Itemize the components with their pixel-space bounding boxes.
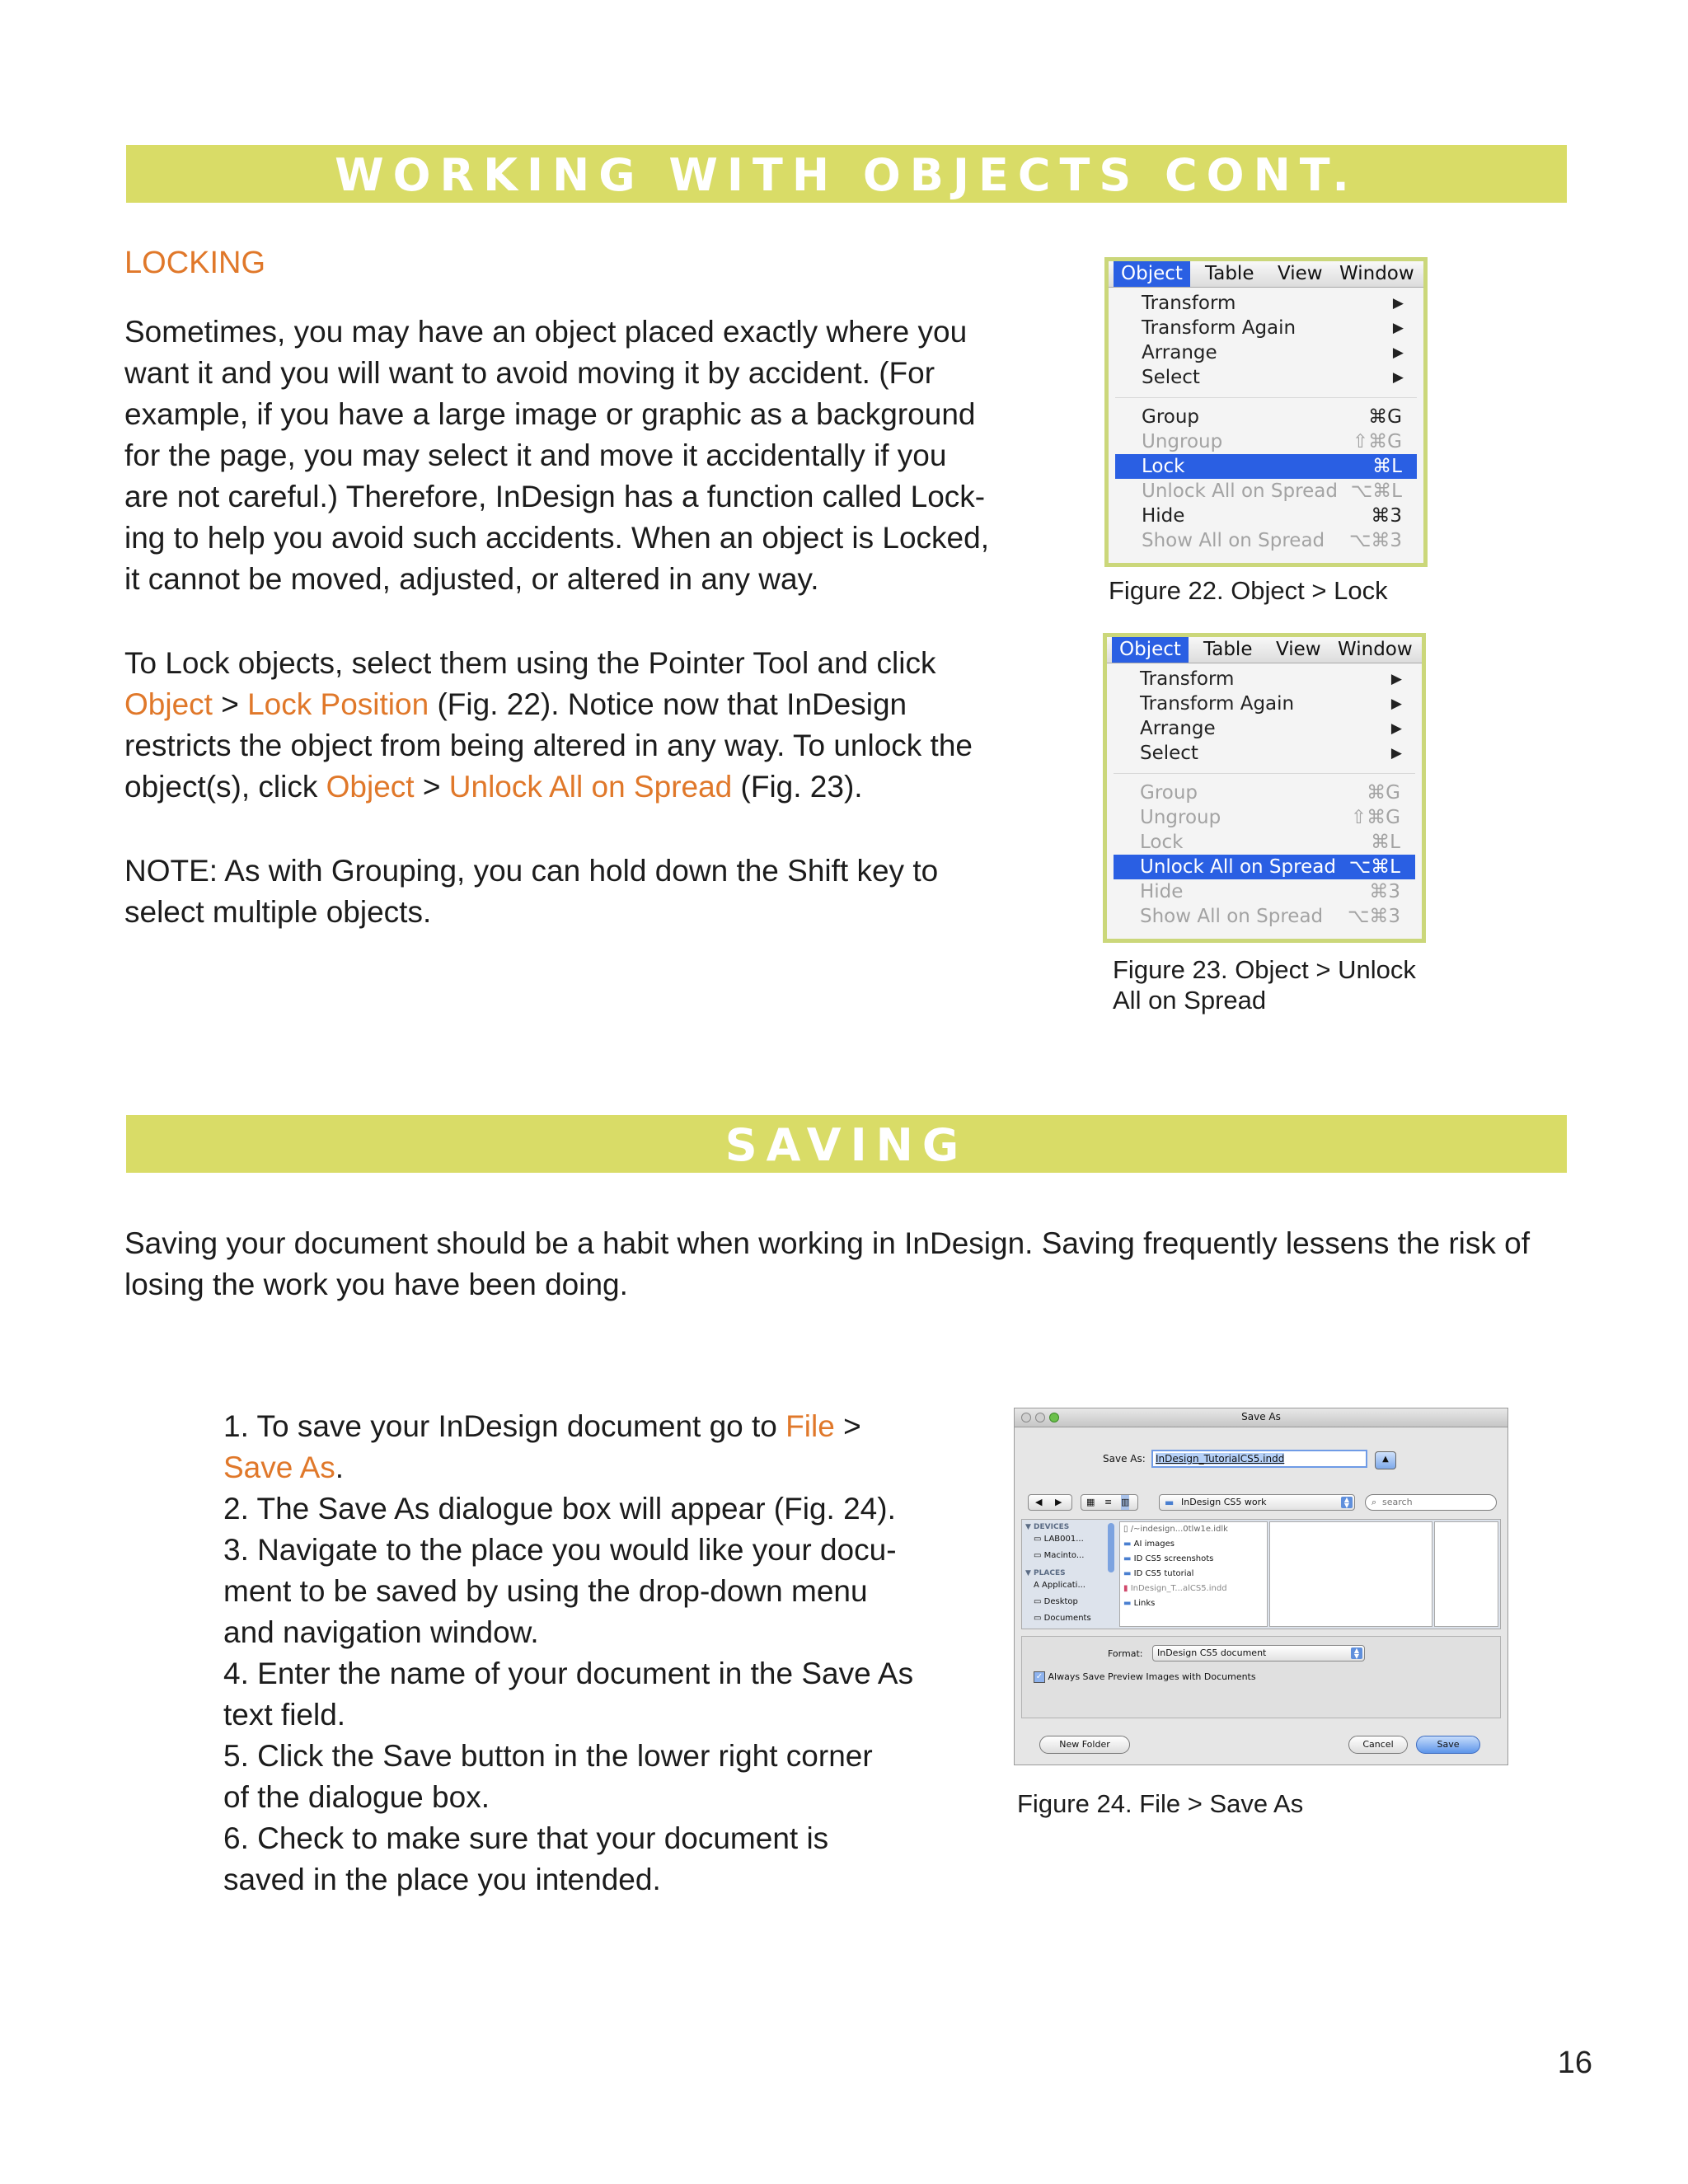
folder-icon: ▬ (1165, 1497, 1175, 1508)
menu-window[interactable]: Window (1339, 263, 1414, 284)
menu-view[interactable]: View (1276, 639, 1321, 660)
search-icon: ⌕ (1372, 1497, 1377, 1507)
cancel-button[interactable]: Cancel (1348, 1736, 1408, 1754)
caption-line: All on Spread (1113, 986, 1267, 1015)
save-as-value: InDesign_TutorialCS5.indd (1156, 1453, 1285, 1465)
view-mode-buttons[interactable] (1081, 1494, 1138, 1511)
preview-column (1434, 1521, 1498, 1627)
menu-item-select[interactable]: Select ▶ (1140, 743, 1402, 764)
text-line: select multiple objects. (124, 895, 432, 929)
text-line: Save As. (223, 1451, 345, 1484)
updown-arrows-icon: ▲ ▼ (1351, 1647, 1362, 1659)
places-heading: ▼ PLACES (1025, 1569, 1066, 1577)
file-list-column (1119, 1521, 1268, 1627)
indd-file-icon: ▮ (1123, 1584, 1131, 1593)
text-line: restricts the object from being altered in any way. To unlock the (124, 729, 973, 762)
locking-heading: LOCKING (124, 246, 266, 280)
text-line: 4. Enter the name of your document in the Save As (223, 1657, 914, 1690)
folder-icon: ▬ (1123, 1540, 1134, 1549)
unlock-all-ref: Unlock All on Spread (448, 770, 733, 804)
menu-separator (1115, 397, 1417, 398)
lock-position-ref: Lock Position (247, 687, 429, 721)
folder-icon: ▬ (1123, 1569, 1134, 1578)
menu-item-lock[interactable]: Lock ⌘L (1115, 454, 1417, 479)
sidebar-item-applications[interactable]: A Applicati... (1034, 1581, 1085, 1590)
caption-line: Figure 23. Object > Unlock (1113, 955, 1416, 984)
menu-item-unlock-all-on-spread: Unlock All on Spread ⌥⌘L (1142, 480, 1402, 502)
menu-item-unlock-all-on-spread[interactable]: Unlock All on Spread ⌥⌘L (1114, 855, 1415, 879)
object-menu (1109, 261, 1423, 563)
devices-heading: ▼ DEVICES (1025, 1523, 1070, 1531)
text-line: Sometimes, you may have an object placed exactly where you (124, 315, 968, 349)
text-line: want it and you will want to avoid moving it by accident. (For (124, 356, 935, 390)
text-line: of the dialogue box. (223, 1780, 490, 1814)
text-line: for the page, you may select it and move it accidentally if you (124, 438, 947, 472)
save-as-ref: Save As (223, 1451, 335, 1484)
section-banner-saving (126, 1115, 1567, 1173)
menu-item-group: Group ⌘G (1140, 782, 1400, 804)
menu-item-transform[interactable]: Transform ▶ (1140, 668, 1402, 690)
text-line: and navigation window. (223, 1615, 539, 1649)
file-browser (1021, 1519, 1501, 1629)
locking-paragraph (124, 312, 989, 600)
format-panel (1021, 1636, 1501, 1718)
icon-view-icon[interactable]: ▦ (1086, 1497, 1095, 1507)
file-item[interactable]: ▮ InDesign_T...alCS5.indd (1123, 1584, 1227, 1593)
computer-icon: ▭ (1034, 1535, 1044, 1544)
folder-name: InDesign CS5 work (1181, 1497, 1267, 1507)
folder-icon: ▬ (1123, 1599, 1134, 1608)
figure-22-caption: Figure 22. Object > Lock (1109, 576, 1388, 605)
menu-item-transform-again[interactable]: Transform Again ▶ (1142, 317, 1404, 339)
text-line: NOTE: As with Grouping, you can hold down the Shift key to (124, 854, 939, 888)
menu-item-show-all-on-spread: Show All on Spread ⌥⌘3 (1142, 530, 1402, 551)
sidebar-item-device[interactable]: ▭ Macinto... (1034, 1551, 1085, 1560)
text-line: ing to help you avoid such accidents. When an object is Locked, (124, 521, 989, 555)
menu-item-transform-again[interactable]: Transform Again ▶ (1140, 693, 1402, 715)
banner-title: WORKING WITH OBJECTS CONT. (335, 149, 1358, 201)
dialog-title: Save As (1241, 1411, 1281, 1422)
text-line: ment to be saved by using the drop-down menu (223, 1574, 868, 1608)
submenu-arrow-icon: ▶ (1390, 720, 1402, 737)
empty-column (1269, 1521, 1432, 1627)
text-line: text field. (223, 1698, 346, 1732)
page-number: 16 (1557, 2046, 1592, 2080)
menu-item-show-all-on-spread: Show All on Spread ⌥⌘3 (1140, 906, 1400, 927)
menu-bar (1107, 637, 1422, 663)
menu-item-arrange[interactable]: Arrange ▶ (1140, 718, 1402, 739)
menu-item-group[interactable]: Group ⌘G (1142, 406, 1402, 428)
text-line: Saving your document should be a habit when working in InDesign. Saving frequently lessens the risk of (124, 1226, 1531, 1260)
list-view-icon[interactable]: ≡ (1104, 1497, 1113, 1507)
folder-dropdown[interactable] (1159, 1494, 1355, 1511)
search-placeholder: search (1382, 1497, 1413, 1507)
folder-item[interactable]: ▬ ID CS5 screenshots (1123, 1554, 1214, 1563)
note-paragraph (124, 851, 938, 933)
save-as-dialog (1014, 1408, 1508, 1765)
figure-23-caption (1113, 954, 1416, 1015)
sidebar-item-device[interactable]: ▭ LAB001... (1034, 1535, 1084, 1544)
file-item[interactable]: ▯ /~indesign...0tlw1e.idlk (1123, 1525, 1228, 1534)
menu-item-select[interactable]: Select ▶ (1142, 367, 1404, 388)
text-line: 3. Navigate to the place you would like your docu- (223, 1533, 897, 1567)
object-menu-ref: Object (124, 687, 213, 721)
menu-item-lock: Lock ⌘L (1140, 832, 1400, 853)
triangle-up-icon: ▲ (1382, 1455, 1389, 1464)
saving-intro (124, 1223, 1530, 1305)
text-line: it cannot be moved, adjusted, or altered in any way. (124, 562, 819, 596)
figure-24-caption: Figure 24. File > Save As (1017, 1789, 1304, 1818)
expand-button[interactable] (1375, 1451, 1396, 1469)
submenu-arrow-icon: ▶ (1390, 696, 1402, 712)
submenu-arrow-icon: ▶ (1390, 745, 1402, 762)
sidebar-scrollbar[interactable] (1108, 1523, 1114, 1572)
save-as-label: Save As: (1103, 1453, 1146, 1465)
checkbox-label: Always Save Preview Images with Documents (1048, 1671, 1256, 1682)
folder-item[interactable]: ▬ AI images (1123, 1540, 1175, 1549)
menu-view[interactable]: View (1278, 263, 1323, 284)
submenu-arrow-icon: ▶ (1392, 369, 1404, 386)
applications-icon: A (1034, 1581, 1043, 1590)
back-arrow-icon[interactable]: ◀ (1035, 1497, 1043, 1507)
text-line: 6. Check to make sure that your document is (223, 1821, 829, 1855)
menu-bar (1109, 261, 1423, 288)
new-folder-button[interactable]: New Folder (1039, 1736, 1130, 1754)
dialog-title-bar (1015, 1408, 1507, 1427)
figure-23-object-menu (1103, 633, 1426, 943)
file-menu-ref: File (785, 1409, 835, 1443)
forward-arrow-icon[interactable]: ▶ (1055, 1497, 1062, 1507)
text-line: 5. Click the Save button in the lower right corner (223, 1739, 873, 1773)
menu-item-ungroup: Ungroup ⇧⌘G (1140, 807, 1400, 828)
documents-icon: ▭ (1034, 1614, 1044, 1623)
text-line: losing the work you have been doing. (124, 1268, 628, 1301)
submenu-arrow-icon: ▶ (1390, 671, 1402, 687)
menu-separator (1114, 773, 1415, 774)
sidebar-item-documents[interactable]: ▭ Documents (1034, 1614, 1091, 1623)
updown-arrows-icon: ▲ ▼ (1341, 1497, 1353, 1508)
menu-item-hide[interactable]: Hide ⌘3 (1142, 505, 1402, 527)
column-view-icon[interactable]: ▥ (1121, 1495, 1129, 1510)
save-button[interactable]: Save (1416, 1736, 1480, 1754)
desktop-icon: ▭ (1034, 1597, 1044, 1606)
section-banner-working-with-objects (126, 145, 1567, 203)
submenu-arrow-icon: ▶ (1392, 344, 1404, 361)
menu-table[interactable]: Table (1205, 263, 1254, 284)
saving-steps (223, 1406, 913, 1900)
text-line: 1. To save your InDesign document go to File > (223, 1409, 861, 1443)
menu-item-arrange[interactable]: Arrange ▶ (1142, 342, 1404, 363)
checkmark-icon: ✓ (1034, 1671, 1045, 1683)
text-line: 2. The Save As dialogue box will appear (Fig. 24). (223, 1492, 896, 1526)
banner-title: SAVING (724, 1119, 968, 1171)
lock-instructions-paragraph (124, 643, 973, 808)
format-label: Format: (1108, 1648, 1143, 1659)
search-field[interactable] (1365, 1494, 1497, 1511)
text-line: object(s), click Object > Unlock All on Spread (Fig. 23). (124, 770, 863, 804)
text-line: Object > Lock Position (Fig. 22). Notice now that InDesign (124, 687, 907, 721)
folder-icon: ▬ (1123, 1554, 1134, 1563)
text-line: are not careful.) Therefore, InDesign has a function called Lock- (124, 480, 986, 513)
text-line: To Lock objects, select them using the Pointer Tool and click (124, 646, 936, 680)
submenu-arrow-icon: ▶ (1392, 295, 1404, 312)
object-menu (1107, 637, 1422, 939)
document-icon: ▯ (1123, 1525, 1131, 1534)
folder-item[interactable]: ▬ Links (1123, 1599, 1156, 1608)
submenu-arrow-icon: ▶ (1392, 320, 1404, 336)
menu-item-ungroup: Ungroup ⇧⌘G (1142, 431, 1402, 452)
sidebar-item-desktop[interactable]: ▭ Desktop (1034, 1597, 1078, 1606)
folder-item[interactable]: ▬ ID CS5 tutorial (1123, 1569, 1194, 1578)
disk-icon: ▭ (1034, 1551, 1044, 1560)
menu-object[interactable]: Object (1114, 261, 1190, 287)
menu-table[interactable]: Table (1203, 639, 1253, 660)
save-as-field[interactable] (1151, 1450, 1367, 1468)
always-save-preview-checkbox[interactable] (1034, 1671, 1256, 1683)
menu-item-hide: Hide ⌘3 (1140, 881, 1400, 902)
text-line: example, if you have a large image or graphic as a background (124, 397, 976, 431)
menu-object[interactable]: Object (1112, 637, 1189, 663)
figure-22-object-menu (1104, 257, 1428, 567)
format-dropdown[interactable] (1152, 1645, 1365, 1661)
object-menu-ref: Object (326, 770, 415, 804)
menu-item-transform[interactable]: Transform ▶ (1142, 293, 1404, 314)
text-line: saved in the place you intended. (223, 1863, 661, 1896)
menu-window[interactable]: Window (1338, 639, 1413, 660)
back-forward-buttons[interactable] (1028, 1494, 1072, 1511)
format-value: InDesign CS5 document (1157, 1647, 1267, 1658)
